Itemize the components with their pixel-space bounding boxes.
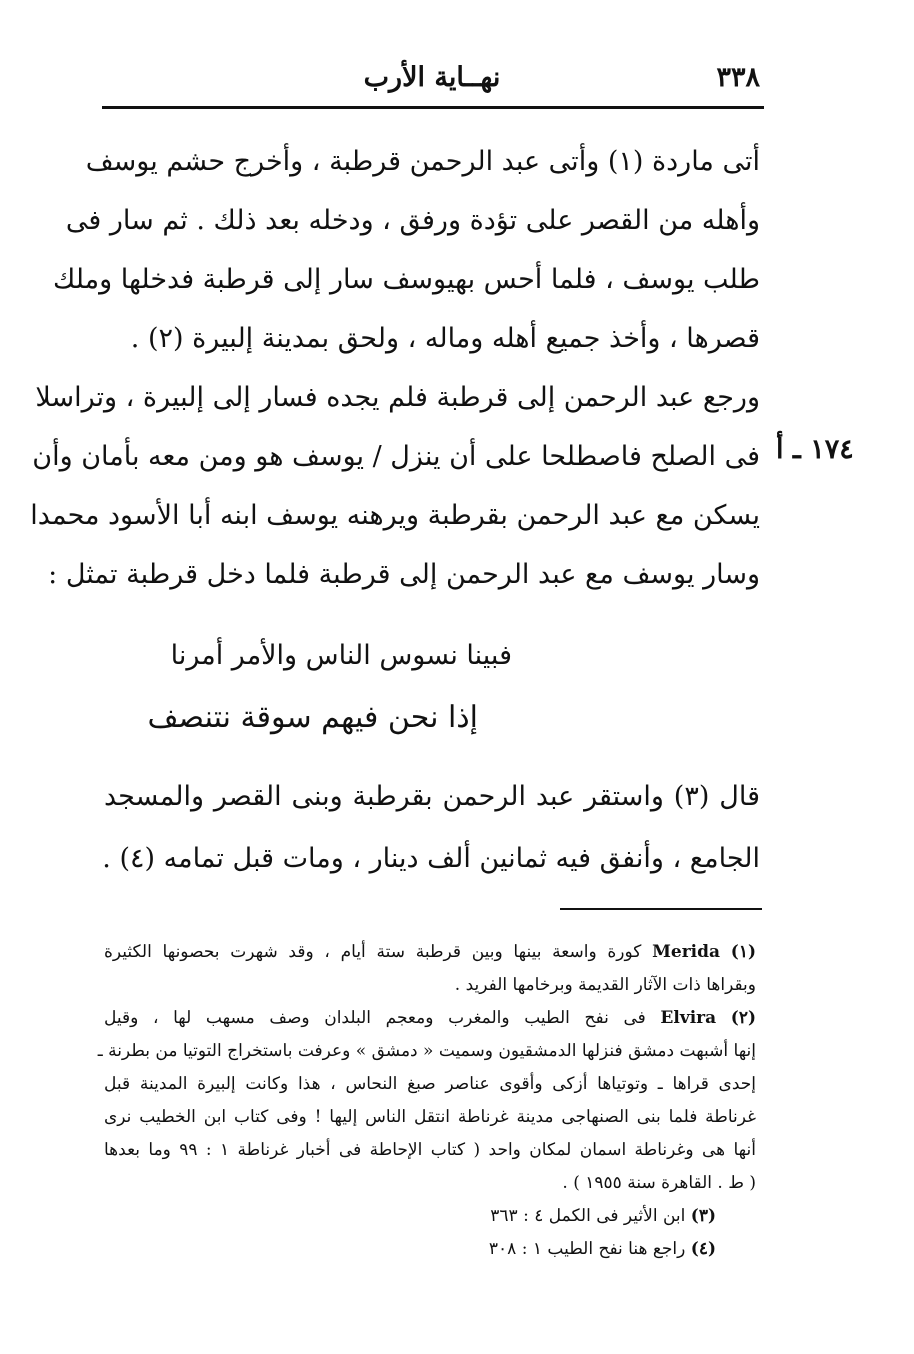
footnote-text: راجع هنا نفح الطيب ١ : ٣٠٨ xyxy=(488,1239,686,1259)
footnote-2-cont: ( ط . القاهرة سنة ١٩٥٥ ) . xyxy=(562,1173,756,1193)
text-line: يسكن مع عبد الرحمن بقرطبة ويرهنه يوسف ابنه أبا الأسود محمدا xyxy=(30,500,760,531)
footnote-rule xyxy=(560,908,762,910)
text-line: ورجع عبد الرحمن إلى قرطبة فلم يجده فسار إلى إلبيرة ، وتراسلا xyxy=(35,382,760,413)
page-number: ٣٣٨ xyxy=(716,62,760,93)
footnote-3 xyxy=(104,1200,756,1233)
footnotes xyxy=(97,936,757,1266)
footnote-number: (٤) xyxy=(690,1239,716,1259)
text-line: قصرها ، وأخذ جميع أهله وماله ، ولحق بمدينة إلبيرة (٢) . xyxy=(130,323,760,354)
footnote-4 xyxy=(104,1233,756,1266)
text-line: وسار يوسف مع عبد الرحمن إلى قرطبة فلما دخل قرطبة تمثل : xyxy=(48,559,760,590)
footnote-text: كورة واسعة بينها وبين قرطبة ستة أيام ، وقد شهرت بحصونها الكثيرة xyxy=(104,942,642,962)
header-rule xyxy=(102,106,764,109)
footnote-number: (١) xyxy=(730,942,756,962)
footnote-2-cont: إنها أشبهت دمشق فنزلها الدمشقيون وسميت « دمشق » وعرفت باستخراج التوتيا من بطرنة ـ xyxy=(97,1041,756,1061)
text-line: الجامع ، وأنفق فيه ثمانين ألف دينار ، ومات قبل تمامه (٤) . xyxy=(102,843,760,874)
footnote-number: (٢) xyxy=(730,1008,757,1028)
main-paragraph xyxy=(30,132,760,604)
footnote-2-cont: إحدى قراها ـ وتوتياها أزكى وأقوى عناصر صبغ النحاس ، هذا وكانت إلبيرة المدينة قبل xyxy=(104,1074,756,1094)
text-line: طلب يوسف ، فلما أحس بهيوسف سار إلى قرطبة فدخلها وملك xyxy=(52,264,760,295)
text-line: أتى ماردة (١) وأتى عبد الرحمن قرطبة ، وأخرج حشم يوسف xyxy=(85,146,760,177)
footnote-text: ابن الأثير فى الكمل ٤ : ٣٦٣ xyxy=(490,1206,686,1226)
page-header xyxy=(104,58,760,102)
verse-line-1: فبينا نسوس الناس والأمر أمرنا xyxy=(170,640,512,671)
footnote-term: Merida xyxy=(652,942,721,962)
footnote-1-cont: وبقراها ذات الآثار القديمة وبرخامها الفريد . xyxy=(454,975,756,995)
text-line: فى الصلح فاصطلحا على أن ينزل / يوسف هو ومن معه بأمان وأن xyxy=(32,441,760,472)
text-line: وأهله من القصر على تؤدة ورفق ، ودخله بعد ذلك . ثم سار فى xyxy=(65,205,760,236)
footnote-term: Elvira xyxy=(660,1008,717,1028)
footnote-2-cont: أنها هى وغرناطة اسمان لمكان واحد ( كتاب الإحاطة فى أخبار غرناطة ١ : ٩٩ وما بعدها xyxy=(104,1140,756,1160)
footnote-1 xyxy=(104,936,756,969)
text-line: قال (٣) واستقر عبد الرحمن بقرطبة وبنى القصر والمسجد xyxy=(104,781,760,812)
footnote-2-cont: غرناطة فلما بنى الصنهاجى مدينة غرناطة انتقل الناس إليها ! وفى كتاب ابن الخطيب نرى xyxy=(104,1107,756,1127)
footnote-text: فى نفح الطيب والمغرب ومعجم البلدان وصف مسهب لها ، وقيل xyxy=(104,1008,646,1028)
verse-line-2: إذا نحن فيهم سوقة نتنصف xyxy=(147,700,478,735)
footnote-2 xyxy=(104,1002,756,1035)
second-paragraph xyxy=(104,766,760,890)
footnote-number: (٣) xyxy=(690,1206,716,1226)
margin-folio-note: ١٧٤ ـ أ xyxy=(776,434,854,465)
running-title: نهــاية الأرب xyxy=(363,62,501,93)
